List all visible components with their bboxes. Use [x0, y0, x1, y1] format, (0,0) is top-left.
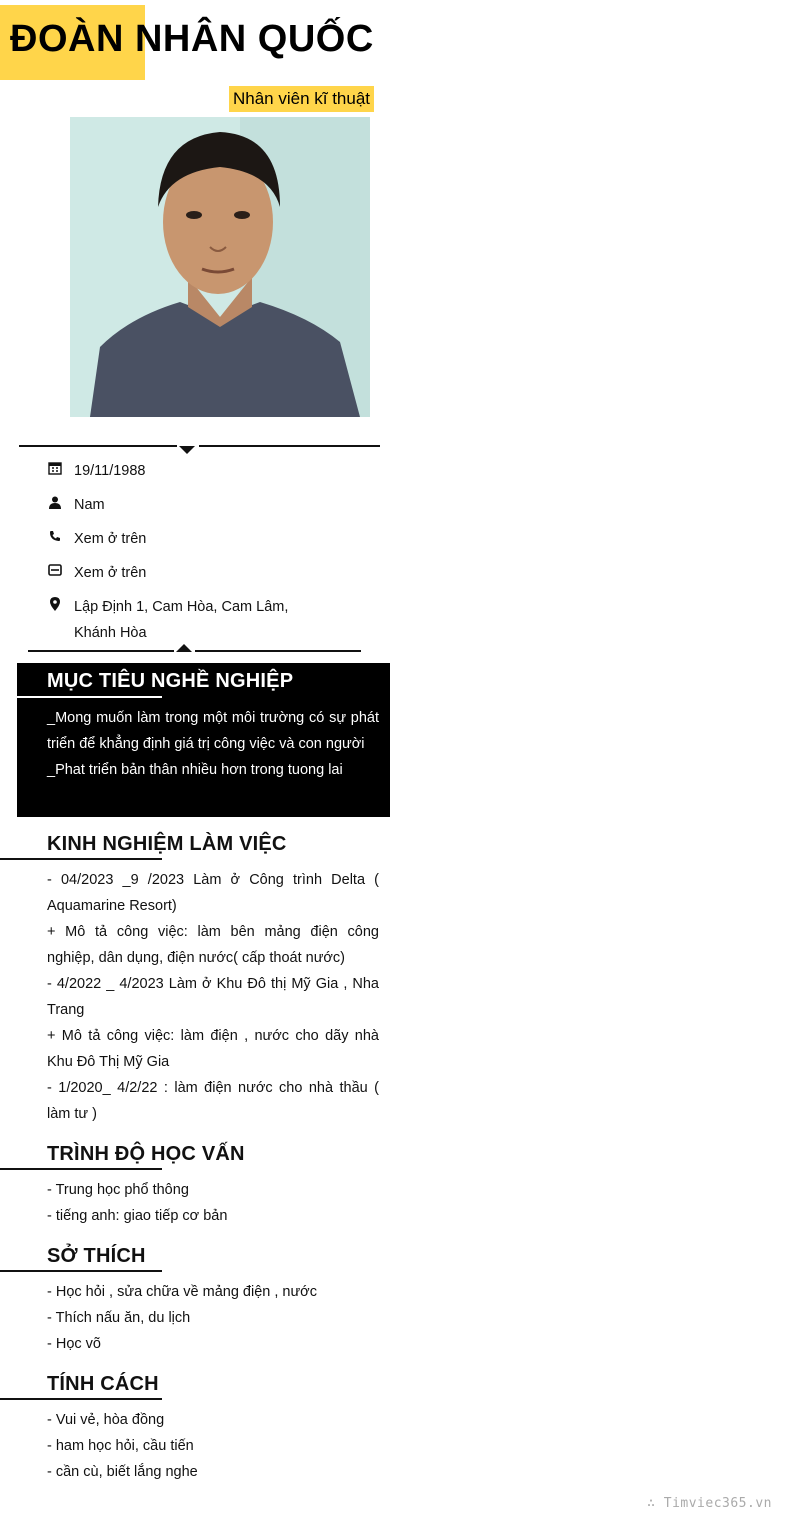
info-phone [47, 526, 347, 552]
personal-info-list [47, 458, 347, 654]
site-watermark: ∴ Timviec365.vn [647, 1496, 772, 1511]
info-birthday [47, 458, 347, 484]
objective-line: _Mong muốn làm trong một môi trường có sự phát triển để khẳng định giá trị công việc và con người [47, 710, 379, 752]
objective-section [17, 663, 390, 817]
personality-body [47, 1407, 379, 1485]
email-value: Xem ở trên [74, 565, 147, 581]
hobby-line: - Thích nấu ăn, du lịch [47, 1310, 191, 1326]
chevron-up-icon [176, 644, 192, 652]
education-line: - Trung học phổ thông [47, 1182, 189, 1198]
personality-line: - ham học hỏi, cầu tiến [47, 1438, 194, 1454]
birthday-value: 19/11/1988 [74, 463, 146, 479]
envelope-icon [47, 560, 63, 580]
experience-body [47, 867, 379, 1127]
info-divider-left [19, 445, 177, 447]
personality-section [17, 1367, 390, 1485]
personality-title: TÍNH CÁCH [47, 1373, 159, 1395]
experience-line: - 4/2022 _ 4/2023 Làm ở Khu Đô thị Mỹ Gia , Nha Trang [47, 976, 379, 1018]
job-title-badge: Nhân viên kĩ thuật [229, 86, 374, 112]
education-body [47, 1177, 379, 1229]
experience-line: + Mô tả công việc: làm bên mảng điện công nghiệp, dân dụng, điện nước( cấp thoát nước) [47, 924, 379, 966]
phone-icon [47, 526, 63, 546]
objective-title-underline [0, 696, 162, 698]
objective-line: _Phat triển bản thân nhiều hơn trong tuong lai [47, 762, 343, 778]
hobby-line: - Học hỏi , sửa chữa về mảng điện , nước [47, 1284, 317, 1300]
experience-line: + Mô tả công việc: làm điện , nước cho dãy nhà Khu Đô Thị Mỹ Gia [47, 1028, 379, 1070]
hobbies-body [47, 1279, 379, 1357]
experience-section [17, 827, 390, 1127]
experience-title-underline [0, 858, 162, 860]
phone-value: Xem ở trên [74, 531, 147, 547]
education-title: TRÌNH ĐỘ HỌC VẤN [47, 1143, 245, 1165]
hobby-line: - Học võ [47, 1336, 101, 1352]
chevron-down-icon [179, 446, 195, 454]
info-email [47, 560, 347, 586]
hobbies-title-underline [0, 1270, 162, 1272]
experience-title: KINH NGHIỆM LÀM VIỆC [47, 833, 287, 855]
hobbies-section [17, 1239, 390, 1357]
info-address [47, 594, 347, 646]
map-marker-icon [47, 594, 63, 614]
candidate-name: ĐOÀN NHÂN QUỐC [10, 18, 374, 60]
info-bottom-divider-left [28, 650, 174, 652]
objective-title: MỤC TIÊU NGHỀ NGHIỆP [47, 670, 294, 692]
gender-value: Nam [74, 497, 105, 513]
address-value: Lập Định 1, Cam Hòa, Cam Lâm, Khánh Hòa [74, 599, 289, 641]
info-divider-right [199, 445, 380, 447]
education-section [17, 1137, 390, 1229]
experience-line: - 1/2020_ 4/2/22 : làm điện nước cho nhà thầu ( làm tư ) [47, 1080, 379, 1122]
personality-line: - cần cù, biết lắng nghe [47, 1464, 198, 1480]
info-gender [47, 492, 347, 518]
personality-title-underline [0, 1398, 162, 1400]
education-title-underline [0, 1168, 162, 1170]
calendar-icon [47, 458, 63, 478]
education-line: - tiếng anh: giao tiếp cơ bản [47, 1208, 228, 1224]
experience-line: - 04/2023 _9 /2023 Làm ở Công trình Delta ( Aquamarine Resort) [47, 872, 379, 914]
user-icon [47, 492, 63, 512]
hobbies-title: SỞ THÍCH [47, 1245, 146, 1267]
info-bottom-divider-right [195, 650, 361, 652]
profile-photo [70, 117, 370, 417]
personality-line: - Vui vẻ, hòa đồng [47, 1412, 165, 1428]
objective-body [47, 705, 379, 783]
